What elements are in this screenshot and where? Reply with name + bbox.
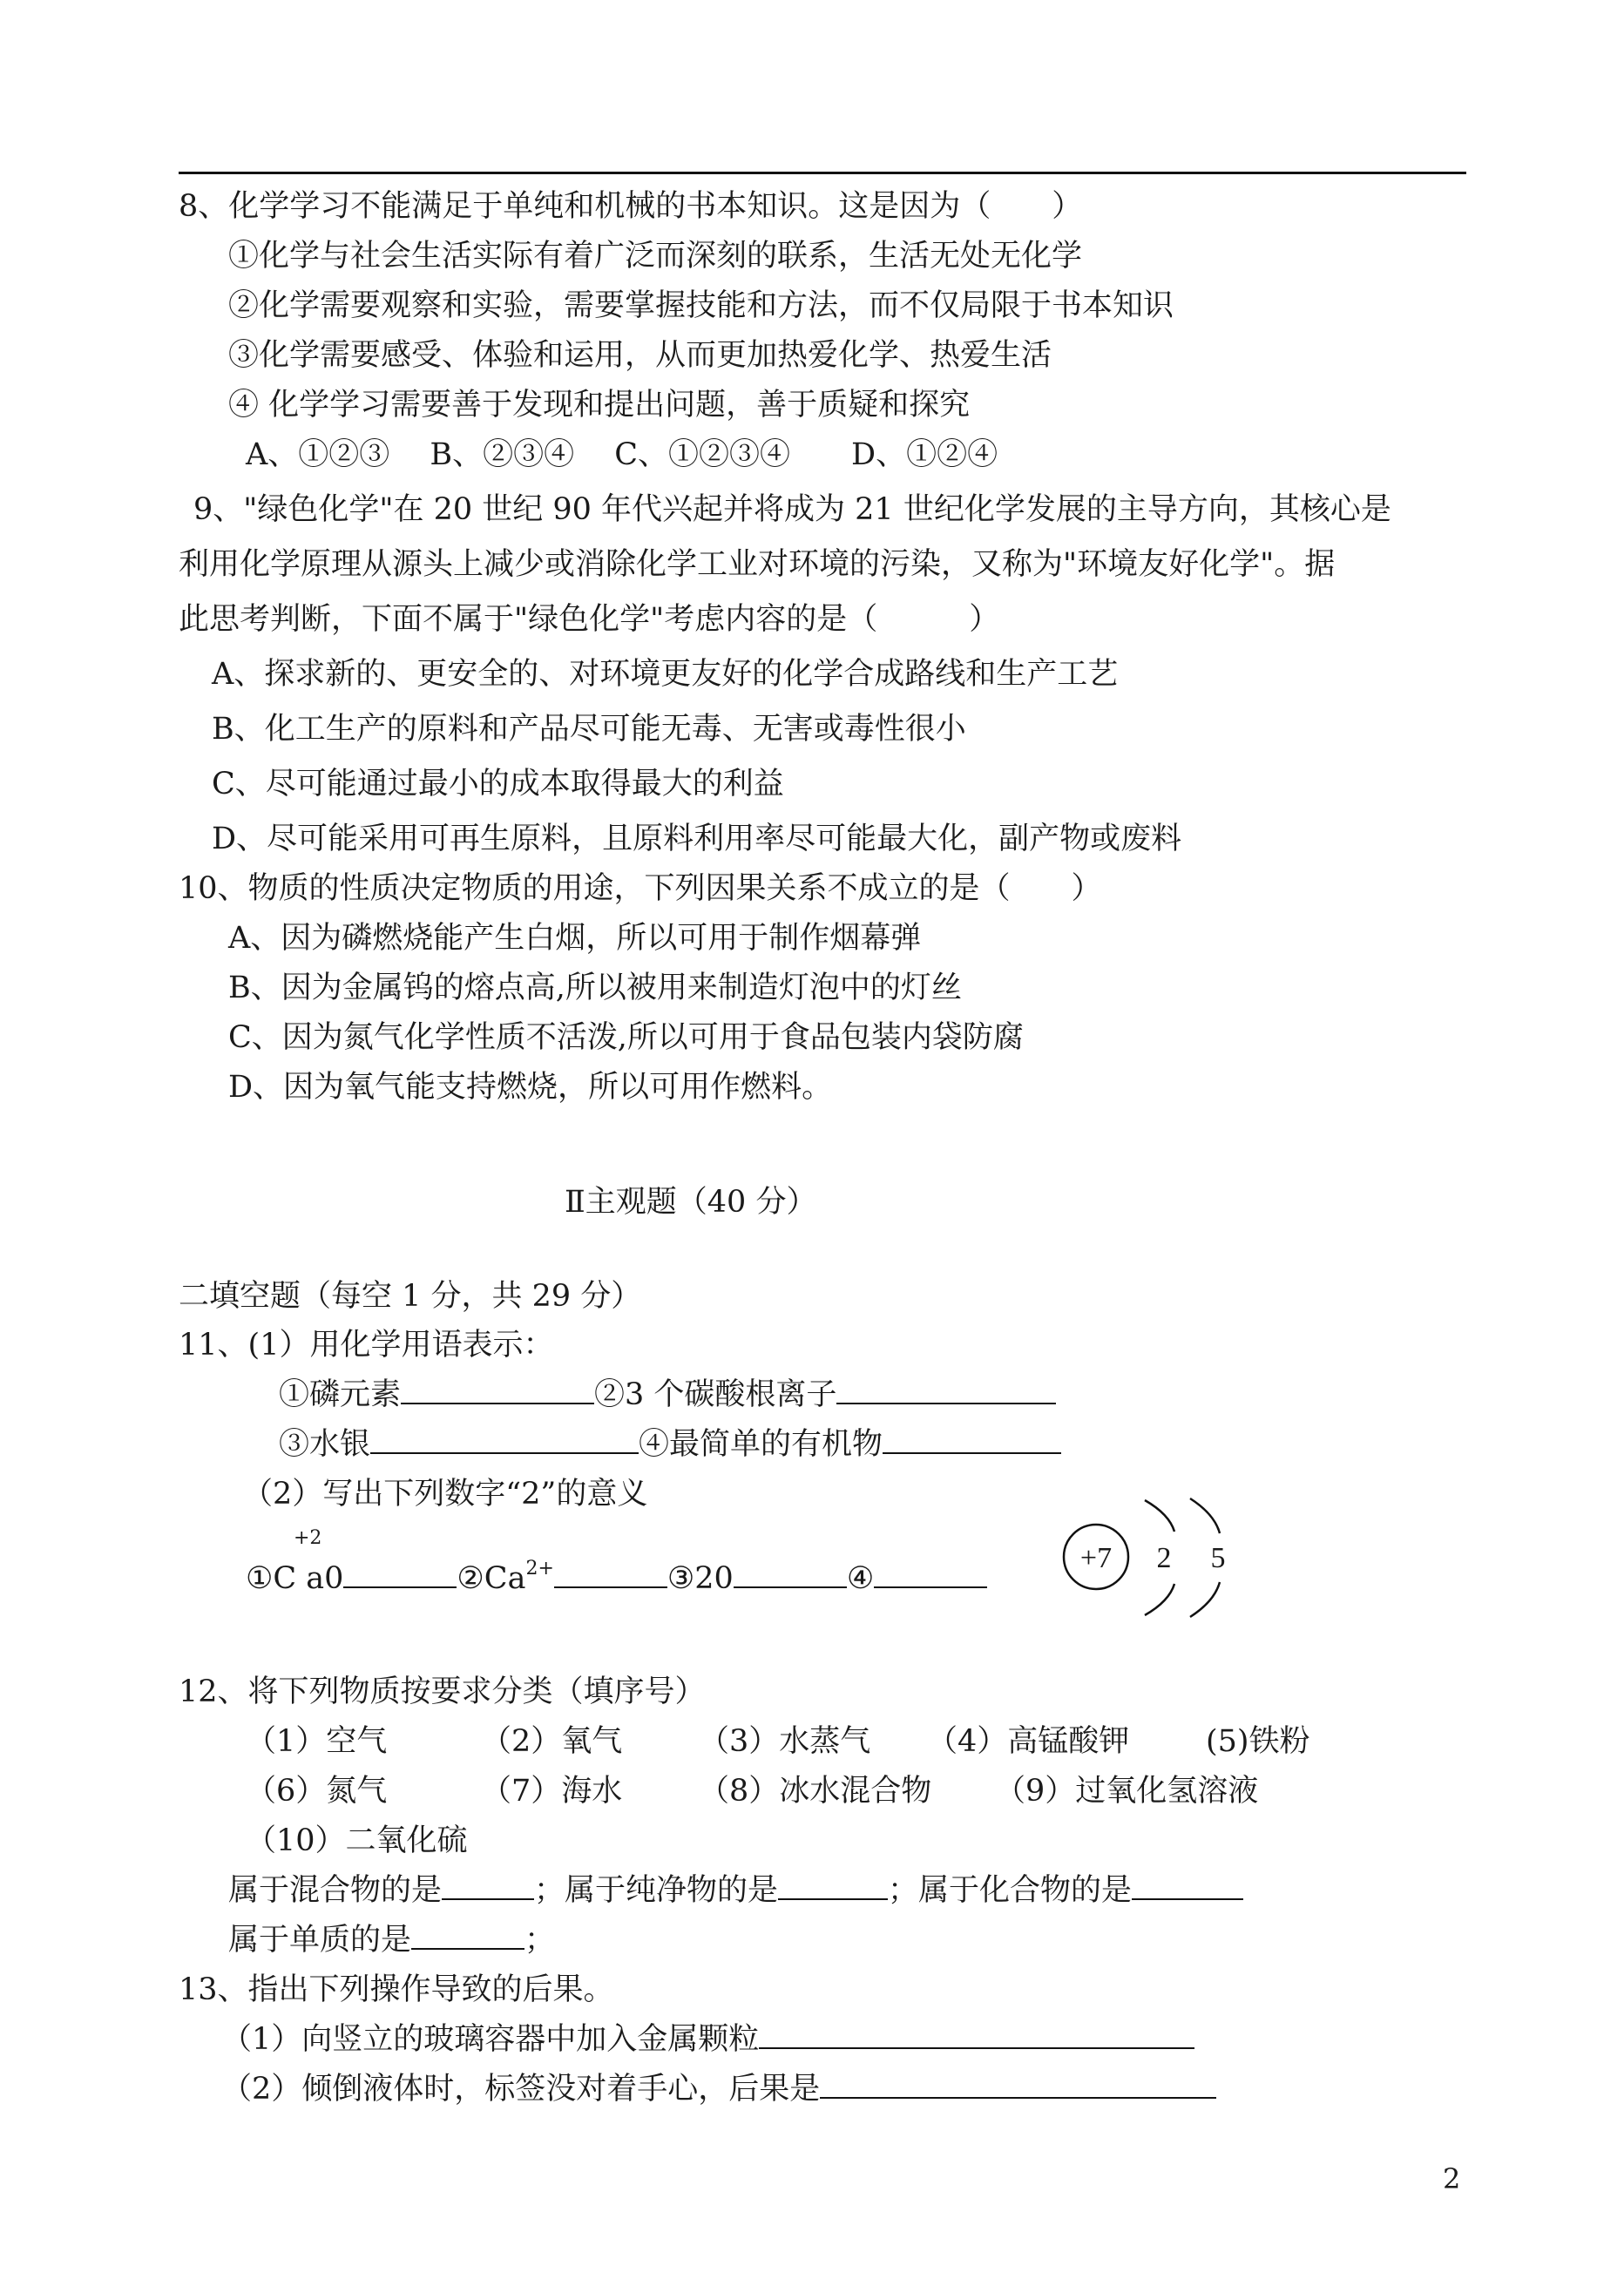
electron-shell-arc bbox=[1145, 1584, 1174, 1615]
q11-part-2: （2）写出下列数字“2”的意义 bbox=[242, 1477, 648, 1512]
q13-stem: 13、指出下列操作导致的后果。 bbox=[179, 1972, 614, 2007]
q11-part-1: 11、(1）用化学用语表示： bbox=[179, 1328, 554, 1363]
answer-blank[interactable] bbox=[401, 1376, 594, 1404]
answer-blank[interactable] bbox=[836, 1376, 1056, 1404]
substance-item: （8）冰水混合物 bbox=[699, 1774, 932, 1809]
substance-item: （10）二氧化硫 bbox=[246, 1823, 468, 1858]
q8-statement-2: ②化学需要观察和实验，需要掌握技能和方法，而不仅局限于书本知识 bbox=[228, 288, 1174, 323]
q10-option-b: B、因为金属钨的熔点高,所以被用来制造灯泡中的灯丝 bbox=[228, 971, 962, 1005]
q10-option-a: A、因为磷燃烧能产生白烟，所以可用于制作烟幕弹 bbox=[228, 921, 922, 956]
substance-item: （1）空气 bbox=[246, 1724, 388, 1759]
q13-item-1-row bbox=[221, 2020, 1194, 2059]
page-number: 2 bbox=[1443, 2162, 1461, 2195]
q13-item-2-row bbox=[221, 2070, 1216, 2108]
answer-blank[interactable] bbox=[734, 1560, 847, 1588]
header-rule bbox=[179, 172, 1466, 174]
answer-blank[interactable] bbox=[554, 1560, 667, 1588]
compound-label: ；属于化合物的是 bbox=[888, 1873, 1133, 1908]
q11-item-2: ②3 个碳酸根离子 bbox=[594, 1377, 837, 1412]
answer-blank[interactable] bbox=[442, 1872, 534, 1900]
answer-blank[interactable] bbox=[1132, 1872, 1243, 1900]
atom-structure-diagram bbox=[1061, 1491, 1244, 1622]
q11-number-item-4: ④ bbox=[846, 1561, 875, 1596]
substance-item: （7）海水 bbox=[481, 1774, 623, 1809]
nucleus-charge: +7 bbox=[1079, 1542, 1113, 1574]
section-title: Ⅱ主观题（40 分） bbox=[565, 1185, 817, 1220]
electron-shell-arc bbox=[1190, 1582, 1220, 1617]
answer-blank[interactable] bbox=[343, 1560, 457, 1588]
shell-1-electrons: 2 bbox=[1156, 1542, 1172, 1574]
q9-option-c: C、尽可能通过最小的成本取得最大的利益 bbox=[212, 767, 784, 802]
q10-option-c: C、因为氮气化学性质不活泼,所以可用于食品包装内袋防腐 bbox=[228, 1020, 1024, 1055]
q11-number-item-3: ③20 bbox=[667, 1561, 734, 1596]
q11-row-3 bbox=[246, 1559, 987, 1602]
q11-number-item-1: ①C a0 bbox=[246, 1561, 344, 1596]
q8-statement-1: ①化学与社会生活实际有着广泛而深刻的联系，生活无处无化学 bbox=[228, 239, 1083, 274]
semicolon: ； bbox=[524, 1923, 556, 1958]
q9-stem-line-3: 此思考判断，下面不属于"绿色化学"考虑内容的是（ ） bbox=[179, 602, 1000, 637]
q9-stem-line-1: 9、"绿色化学"在 20 世纪 90 年代兴起并将成为 21 世纪化学发展的主导方向，其核心是 bbox=[193, 492, 1391, 527]
valence-label: +2 bbox=[294, 1527, 322, 1549]
fill-in-title: 二填空题（每空 1 分，共 29 分） bbox=[179, 1279, 642, 1314]
electron-shell-arc bbox=[1145, 1500, 1174, 1532]
answer-blank[interactable] bbox=[370, 1426, 639, 1454]
q11-item-3: ③水银 bbox=[279, 1427, 371, 1462]
q11-row-1 bbox=[279, 1376, 1056, 1414]
q12-stem: 12、将下列物质按要求分类（填序号） bbox=[179, 1674, 706, 1709]
q10-stem: 10、物质的性质决定物质的用途，下列因果关系不成立的是（ ） bbox=[179, 871, 1102, 906]
electron-shell-arc bbox=[1190, 1498, 1220, 1533]
substance-item: (5)铁粉 bbox=[1206, 1724, 1310, 1759]
q9-option-d: D、尽可能采用可再生原料，且原料利用率尽可能最大化，副产物或废料 bbox=[212, 822, 1182, 856]
answer-blank[interactable] bbox=[820, 2071, 1216, 2099]
q11-item-1: ①磷元素 bbox=[279, 1377, 402, 1412]
q13-item-2: （2）倾倒液体时，标签没对着手心，后果是 bbox=[221, 2072, 821, 2107]
substance-item: （3）水蒸气 bbox=[699, 1724, 871, 1759]
q12-answer-row-1 bbox=[228, 1871, 1243, 1910]
substance-item: （4）高锰酸钾 bbox=[927, 1724, 1130, 1759]
q9-stem-line-2: 利用化学原理从源头上减少或消除化学工业对环境的污染，又称为"环境友好化学"。据 bbox=[179, 547, 1336, 582]
substance-item: （2）氧气 bbox=[481, 1724, 623, 1759]
answer-blank[interactable] bbox=[883, 1426, 1061, 1454]
pure-substance-label: ；属于纯净物的是 bbox=[534, 1873, 779, 1908]
q11-row-2 bbox=[279, 1425, 1061, 1464]
q12-answer-row-2 bbox=[228, 1921, 555, 1959]
q10-option-d: D、因为氧气能支持燃烧，所以可用作燃料。 bbox=[228, 1070, 833, 1105]
q13-item-1: （1）向竖立的玻璃容器中加入金属颗粒 bbox=[221, 2022, 760, 2057]
q8-statement-4: ④ 化学学习需要善于发现和提出问题，善于质疑和探究 bbox=[228, 388, 971, 423]
answer-blank[interactable] bbox=[411, 1922, 524, 1950]
q11-number-item-2: ②Ca bbox=[457, 1561, 526, 1596]
answer-blank[interactable] bbox=[759, 2021, 1194, 2049]
q8-options: A、①②③ B、②③④ C、①②③④ D、①②④ bbox=[246, 437, 998, 472]
substance-item: （9）过氧化氢溶液 bbox=[995, 1774, 1259, 1809]
mixture-label: 属于混合物的是 bbox=[228, 1873, 443, 1908]
substance-item: （6）氮气 bbox=[246, 1774, 388, 1809]
q11-item-4: ④最简单的有机物 bbox=[639, 1427, 883, 1462]
element-label: 属于单质的是 bbox=[228, 1923, 412, 1958]
q8-statement-3: ③化学需要感受、体验和运用，从而更加热爱化学、热爱生活 bbox=[228, 338, 1052, 373]
q9-option-a: A、探求新的、更安全的、对环境更友好的化学合成路线和生产工艺 bbox=[212, 657, 1119, 692]
answer-blank[interactable] bbox=[778, 1872, 888, 1900]
answer-blank[interactable] bbox=[874, 1560, 987, 1588]
q9-option-b: B、化工生产的原料和产品尽可能无毒、无害或毒性很小 bbox=[212, 712, 966, 747]
ion-charge: 2+ bbox=[525, 1558, 554, 1579]
shell-2-electrons: 5 bbox=[1210, 1542, 1226, 1574]
q8-stem: 8、化学学习不能满足于单纯和机械的书本知识。这是因为（ ） bbox=[179, 189, 1083, 224]
